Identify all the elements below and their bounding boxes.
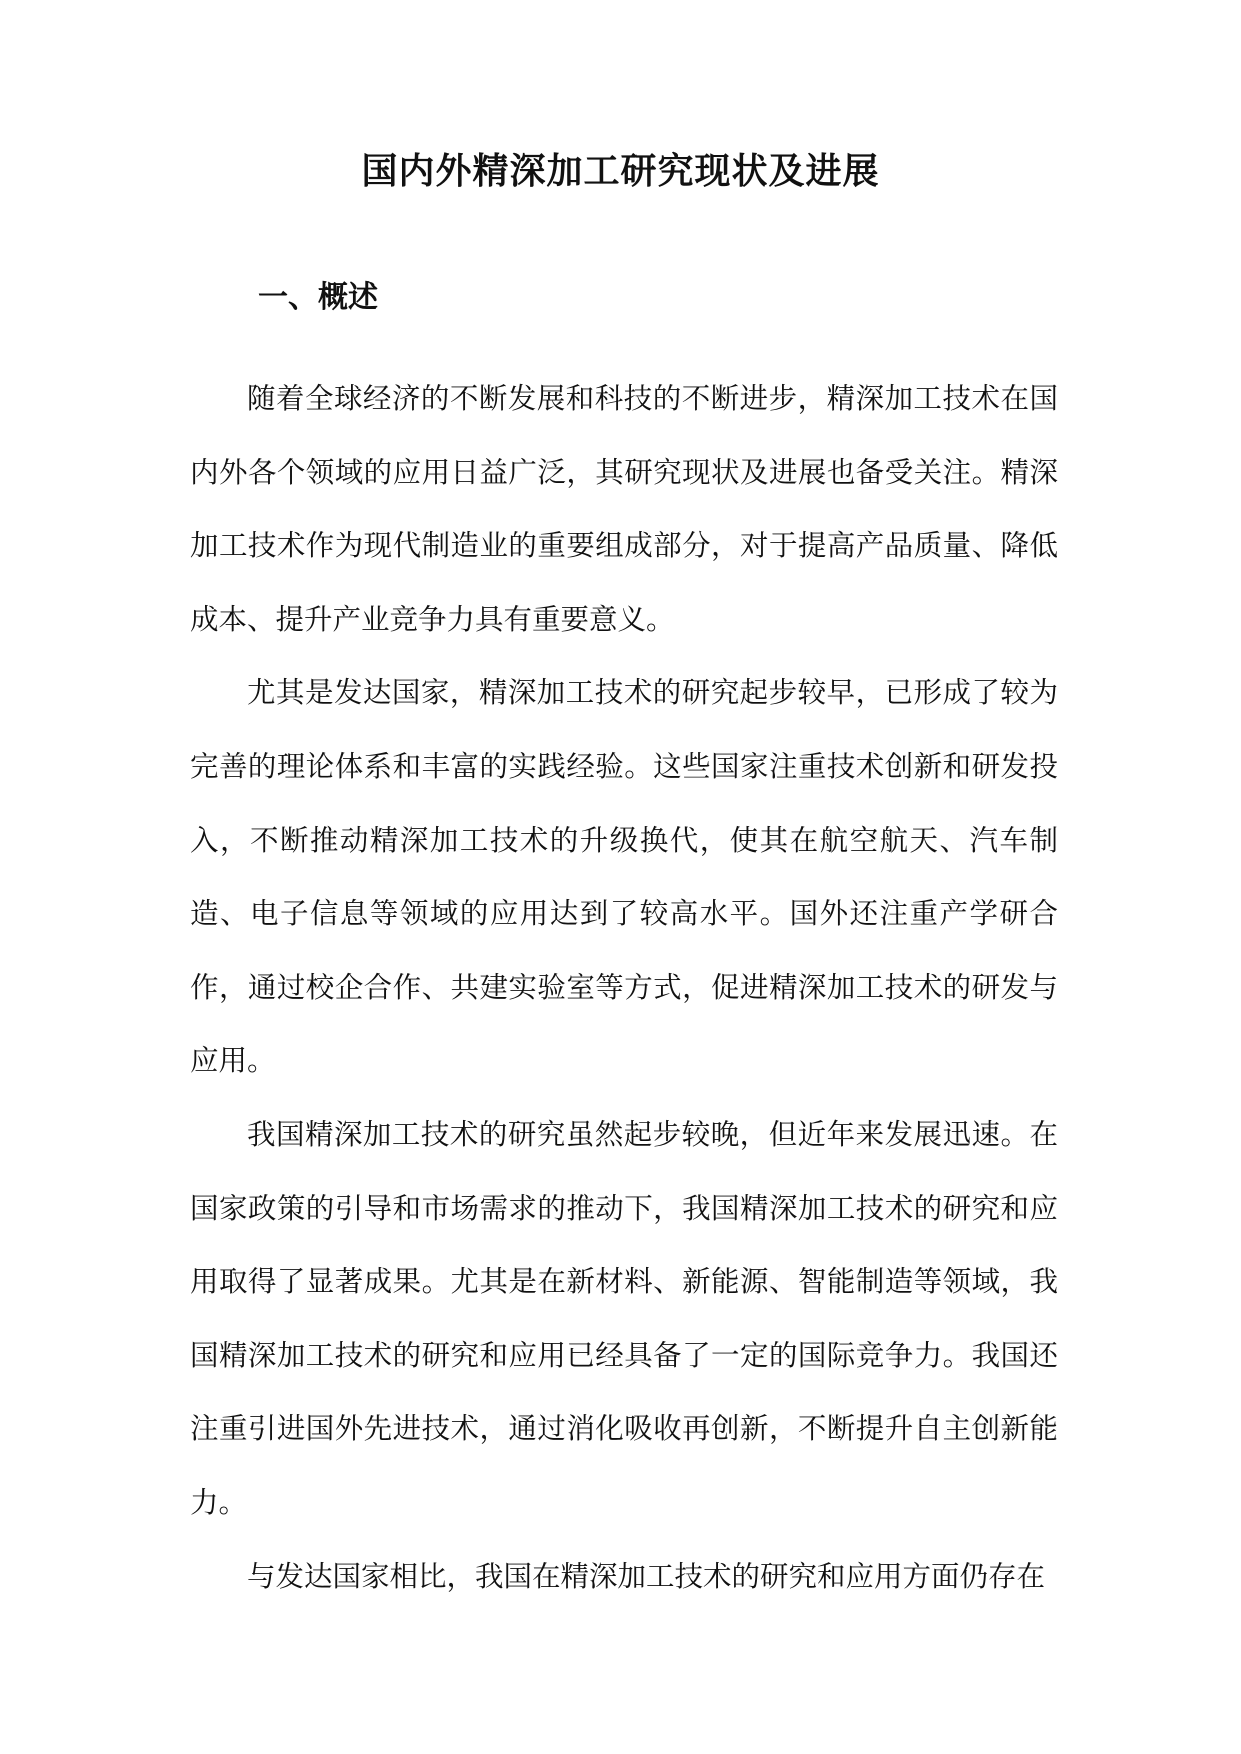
paragraph-3: 我国精深加工技术的研究虽然起步较晚，但近年来发展迅速。在国家政策的引导和市场需求的推动下，我国精深加工技术的研究和应用取得了显著成果。尤其是在新材料、新能源、智能制造等领域，我国精深加工技术的研究和应用已经具备了一定的国际竞争力。我国还注重引进国外先进技术，通过消化吸收再创新，不断提升自主创新能力。 (190, 1117, 1058, 1519)
paragraph-2: 尤其是发达国家，精深加工技术的研究起步较早，已形成了较为完善的理论体系和丰富的实践经验。这些国家注重技术创新和研发投入，不断推动精深加工技术的升级换代，使其在航空航天、汽车制造、电子信息等领域的应用达到了较高水平。国外还注重产学研合作，通过校企合作、共建实验室等方式，促进精深加工技术的研发与应用。 (190, 676, 1058, 1078)
paragraph-1: 随着全球经济的不断发展和科技的不断进步，精深加工技术在国内外各个领域的应用日益广泛，其研究现状及进展也备受关注。精深加工技术作为现代制造业的重要组成部分，对于提高产品质量、降低成本、提升产业竞争力具有重要意义。 (190, 382, 1058, 636)
paragraph-4: 与发达国家相比，我国在精深加工技术的研究和应用方面仍存在 (247, 1559, 1046, 1593)
document-title: 国内外精深加工研究现状及进展 (361, 151, 880, 192)
body-text (190, 362, 1058, 1613)
section-heading-overview: 一、概述 (258, 280, 378, 315)
